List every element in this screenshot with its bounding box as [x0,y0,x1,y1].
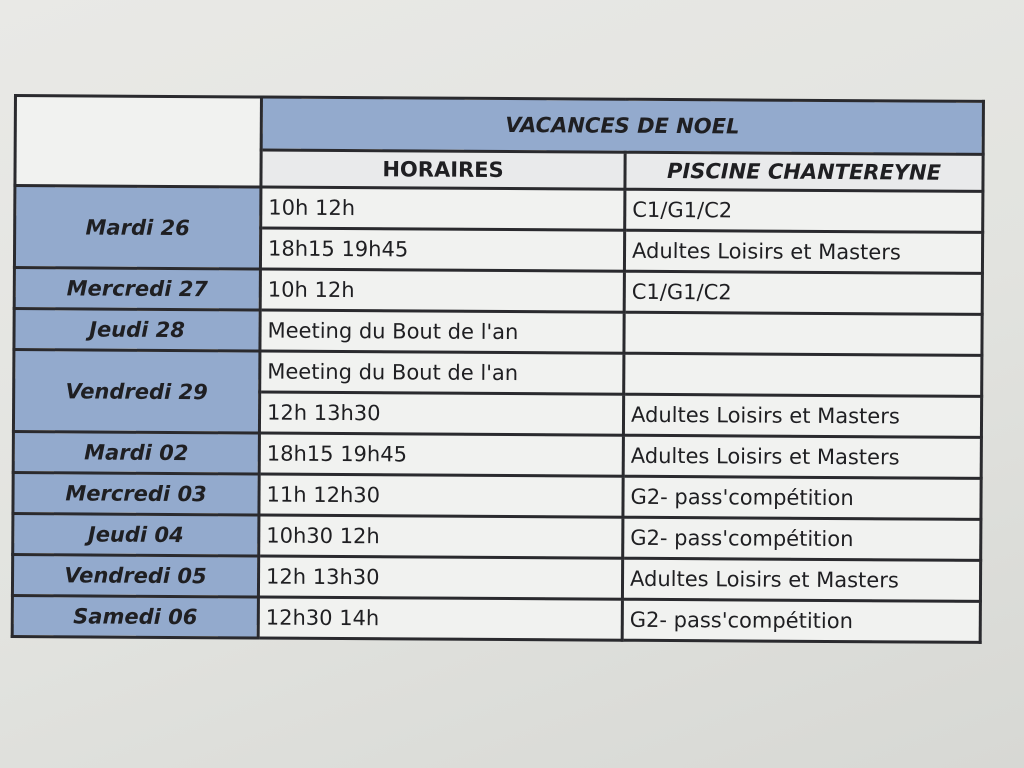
group-cell: Adultes Loisirs et Masters [623,435,981,478]
table-row [13,473,981,520]
group-cell: Adultes Loisirs et Masters [623,394,981,437]
group-cell: Adultes Loisirs et Masters [622,558,980,601]
table-row [12,595,980,642]
day-cell: Mardi 26 [14,186,260,270]
group-cell: G2- pass'compétition [623,517,981,560]
day-cell: Mercredi 27 [14,268,260,311]
day-cell: Vendredi 29 [13,350,259,434]
group-cell: G2- pass'compétition [622,599,980,642]
group-cell: C1/G1/C2 [624,271,982,314]
day-cell: Mardi 02 [13,432,259,475]
time-cell: 12h30 14h [258,597,622,640]
group-cell: G2- pass'compétition [623,476,981,519]
time-cell: 18h15 19h45 [259,433,623,476]
table-title: VACANCES DE NOEL [261,97,983,154]
group-cell: C1/G1/C2 [625,189,983,232]
table-row [13,514,981,561]
title-row [15,96,983,155]
group-cell [624,312,982,355]
table-row [14,268,982,315]
table-row [14,350,982,397]
table-row [13,432,981,479]
header-horaires: HORAIRES [261,150,625,189]
time-cell: 12h 13h30 [259,392,623,435]
schedule-table [11,94,985,644]
time-cell: 11h 12h30 [259,474,623,517]
time-cell: 12h 13h30 [258,556,622,599]
table-row [12,555,980,602]
table-row [14,309,982,356]
time-cell: Meeting du Bout de l'an [260,351,624,394]
time-cell: 10h30 12h [259,515,623,558]
day-cell: Vendredi 05 [12,555,258,598]
time-cell: 18h15 19h45 [260,228,624,271]
day-cell: Mercredi 03 [13,473,259,516]
time-cell: Meeting du Bout de l'an [260,310,624,353]
group-cell [624,353,982,396]
header-piscine: PISCINE CHANTEREYNE [625,152,983,191]
time-cell: 10h 12h [261,187,625,230]
table-row [15,186,983,233]
time-cell: 10h 12h [260,269,624,312]
day-cell: Samedi 06 [12,595,258,638]
day-cell: Jeudi 28 [14,309,260,352]
group-cell: Adultes Loisirs et Masters [624,230,982,273]
corner-cell [15,96,262,188]
day-cell: Jeudi 04 [13,514,259,557]
